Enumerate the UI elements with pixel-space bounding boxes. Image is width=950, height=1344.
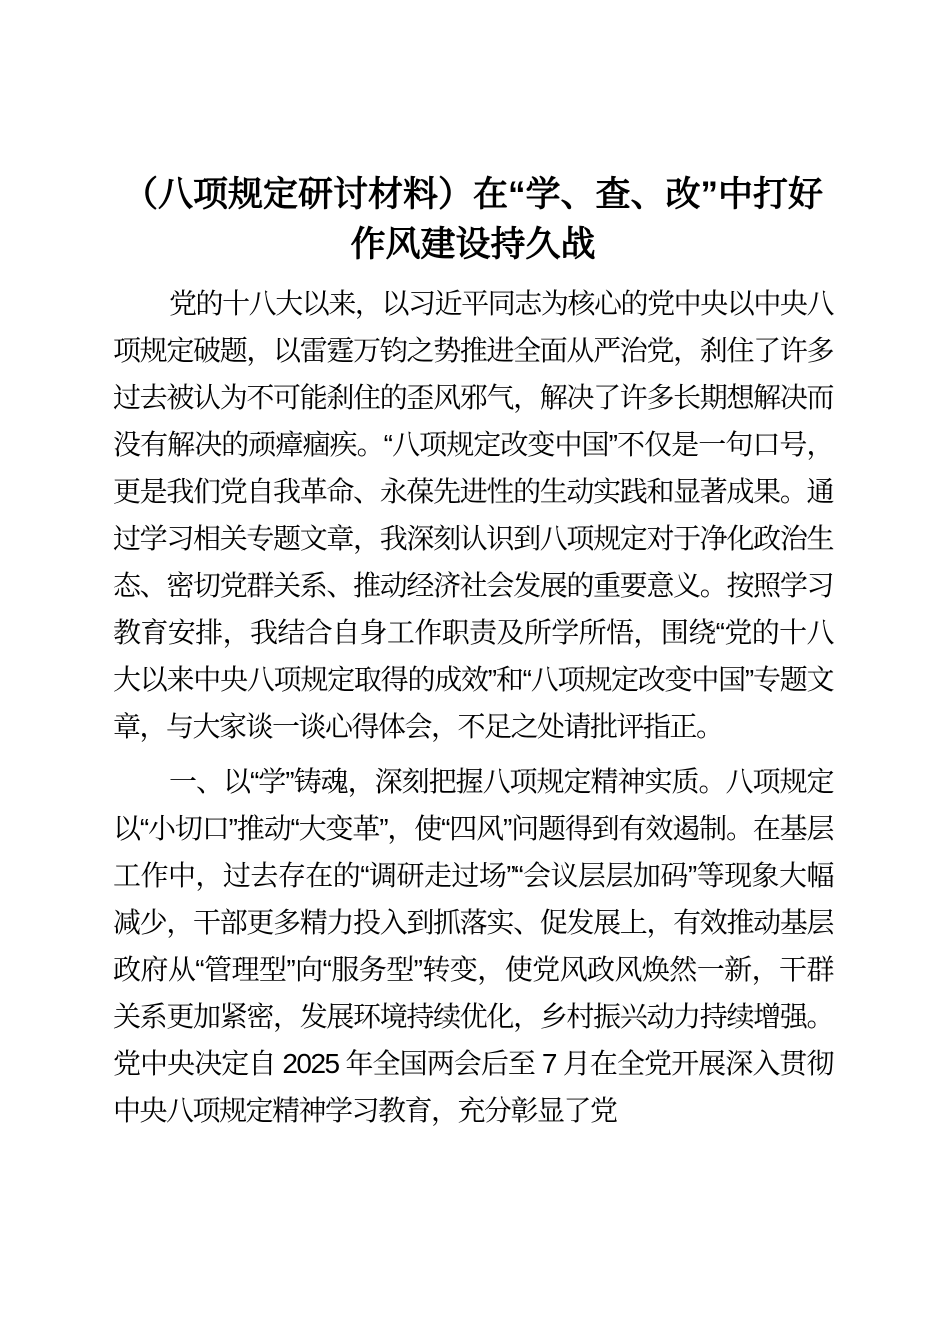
document-title: （八项规定研讨材料）在“学、查、改”中打好作风建设持久战	[122, 175, 823, 264]
paragraph-intro: 党的十八大以来，以习近平同志为核心的党中央以中央八项规定破题，以雷霆万钧之势推进全面从严治党，刹住了许多过去被认为不可能刹住的歪风邪气，解决了许多长期想解决而没有解决的顽瘴痼疾。“八项规定改变中国”不仅是一句口号，更是我们党自我革命、永葆先进性的生动实践和显著成果。通过学习相关专题文章，我深刻认识到八项规定对于净化政治生态、密切党群关系、推动经济社会发展的重要意义。按照学习教育安排，我结合自身工作职责及所学所悟，围绕“党的十八大以来中央八项规定取得的成效”和“八项规定改变中国”专题文章，与大家谈一谈心得体会，不足之处请批评指正。	[113, 288, 833, 742]
paragraph-section-one: 一、以“学”铸魂，深刻把握八项规定精神实质。八项规定以“小切口”推动“大变革”，使“四风”问题得到有效遏制。在基层工作中，过去存在的“调研走过场”“会议层层加码”等现象大幅减少，干部更多精力投入到抓落实、促发展上，有效推动基层政府从“管理型”向“服务型”转变，使党风政风焕然一新，干群关系更加紧密，发展环境持续优化，乡村振兴动力持续增强。党中央决定自 2025 年全国两会后至 7 月在全党开展深入贯彻中央八项规定精神学习教育，充分彰显了党	[113, 766, 833, 1126]
